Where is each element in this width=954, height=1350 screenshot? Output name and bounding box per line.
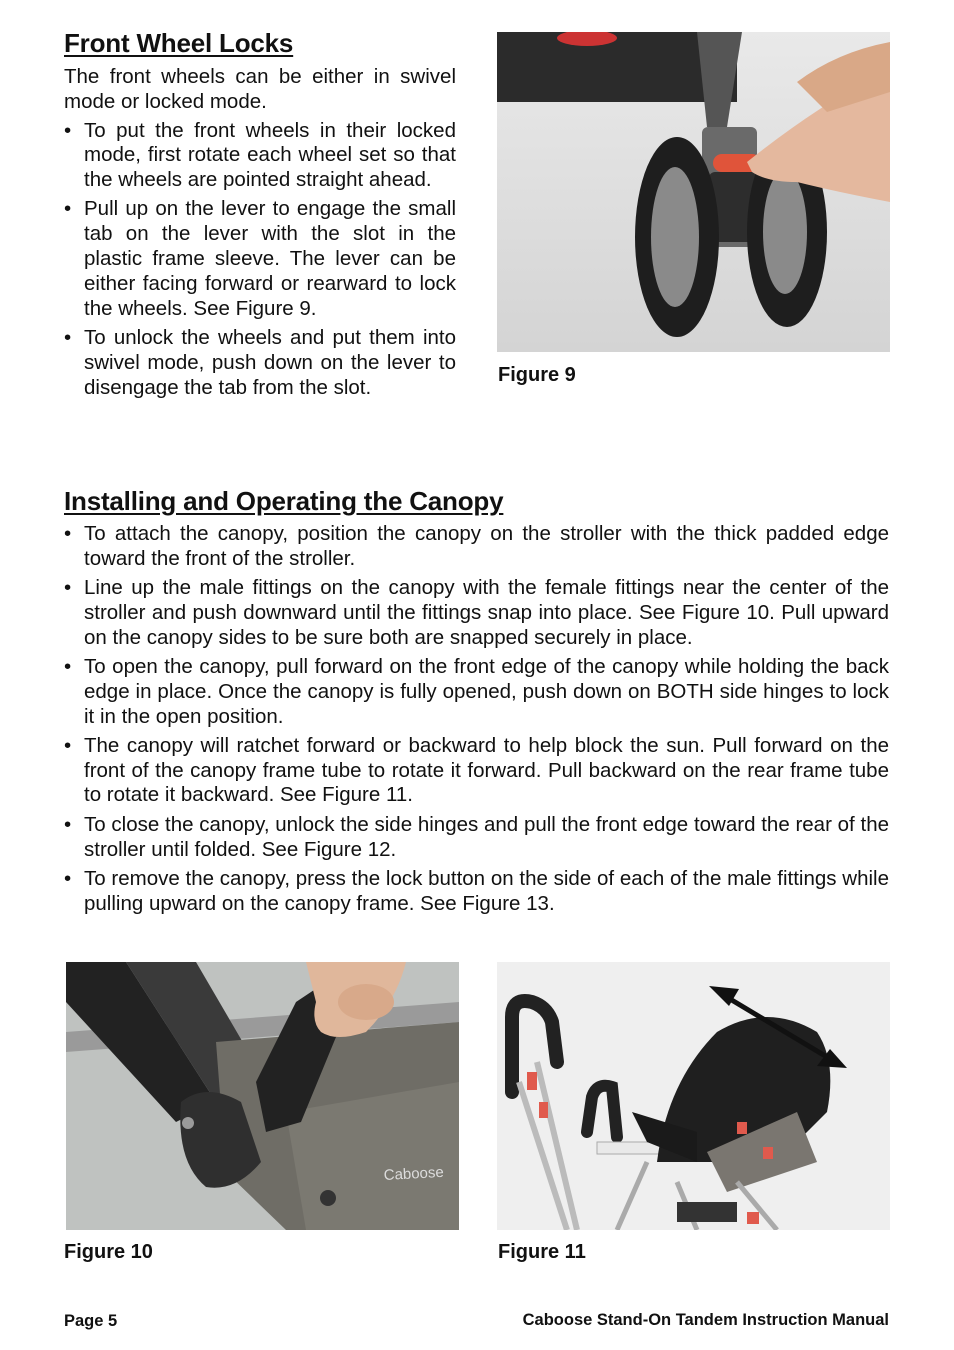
list-item: • The canopy will ratchet forward or backward to help block the sun. Pull forward on the front of the canopy frame tube to rotate it forward. Pull backward on the rear frame tube to rotate it backward. See Figure 11.	[64, 734, 889, 808]
list-item: • To unlock the wheels and put them into swivel mode, push down on the lever to disengage the tab from the slot.	[64, 326, 456, 400]
figure-11-caption: Figure 11	[498, 1241, 586, 1263]
front-wheel-locks-section	[64, 28, 456, 405]
list-item: • To open the canopy, pull forward on the front edge of the canopy while holding the back edge in place. Once the canopy is fully opened, push down on BOTH side hinges to lock it in the open position.	[64, 655, 889, 729]
list-item: • To put the front wheels in their locked mode, first rotate each wheel set so that the wheels are pointed straight ahead.	[64, 119, 456, 193]
list-item: • Pull up on the lever to engage the small tab on the lever with the slot in the plastic frame sleeve. The lever can be either facing forward or rearward to lock the wheels. See Figure 9.	[64, 197, 456, 321]
figure-9-caption: Figure 9	[498, 364, 576, 386]
list-item: • To close the canopy, unlock the side hinges and pull the front edge toward the rear of the stroller until folded. See Figure 12.	[64, 813, 889, 863]
figure-11-photo	[497, 962, 890, 1230]
section-heading-front-wheel-locks: Front Wheel Locks	[64, 28, 294, 58]
front-wheel-locks-list	[64, 119, 456, 401]
canopy-section	[64, 486, 889, 921]
figure-10-caption: Figure 10	[64, 1241, 153, 1263]
canopy-list	[64, 522, 889, 916]
list-item: • Line up the male fittings on the canopy with the female fittings near the center of the stroller and push downward until the fittings snap into place. See Figure 10. Pull upward on the canopy sides to be sure both are snapped securely in place.	[64, 576, 889, 650]
manual-title: Caboose Stand-On Tandem Instruction Manual	[522, 1311, 889, 1329]
front-wheel-locks-intro: The front wheels can be either in swivel mode or locked mode.	[64, 65, 456, 113]
figure-9-photo	[497, 32, 890, 352]
section-heading-canopy: Installing and Operating the Canopy	[64, 486, 504, 516]
page-number: Page 5	[64, 1312, 118, 1330]
figure-10-brand-text: Caboose	[383, 1163, 445, 1184]
figure-10-photo	[66, 962, 459, 1230]
list-item: • To remove the canopy, press the lock button on the side of each of the male fittings while pulling upward on the canopy frame. See Figure 13.	[64, 867, 889, 917]
list-item: • To attach the canopy, position the canopy on the stroller with the thick padded edge toward the front of the stroller.	[64, 522, 889, 572]
